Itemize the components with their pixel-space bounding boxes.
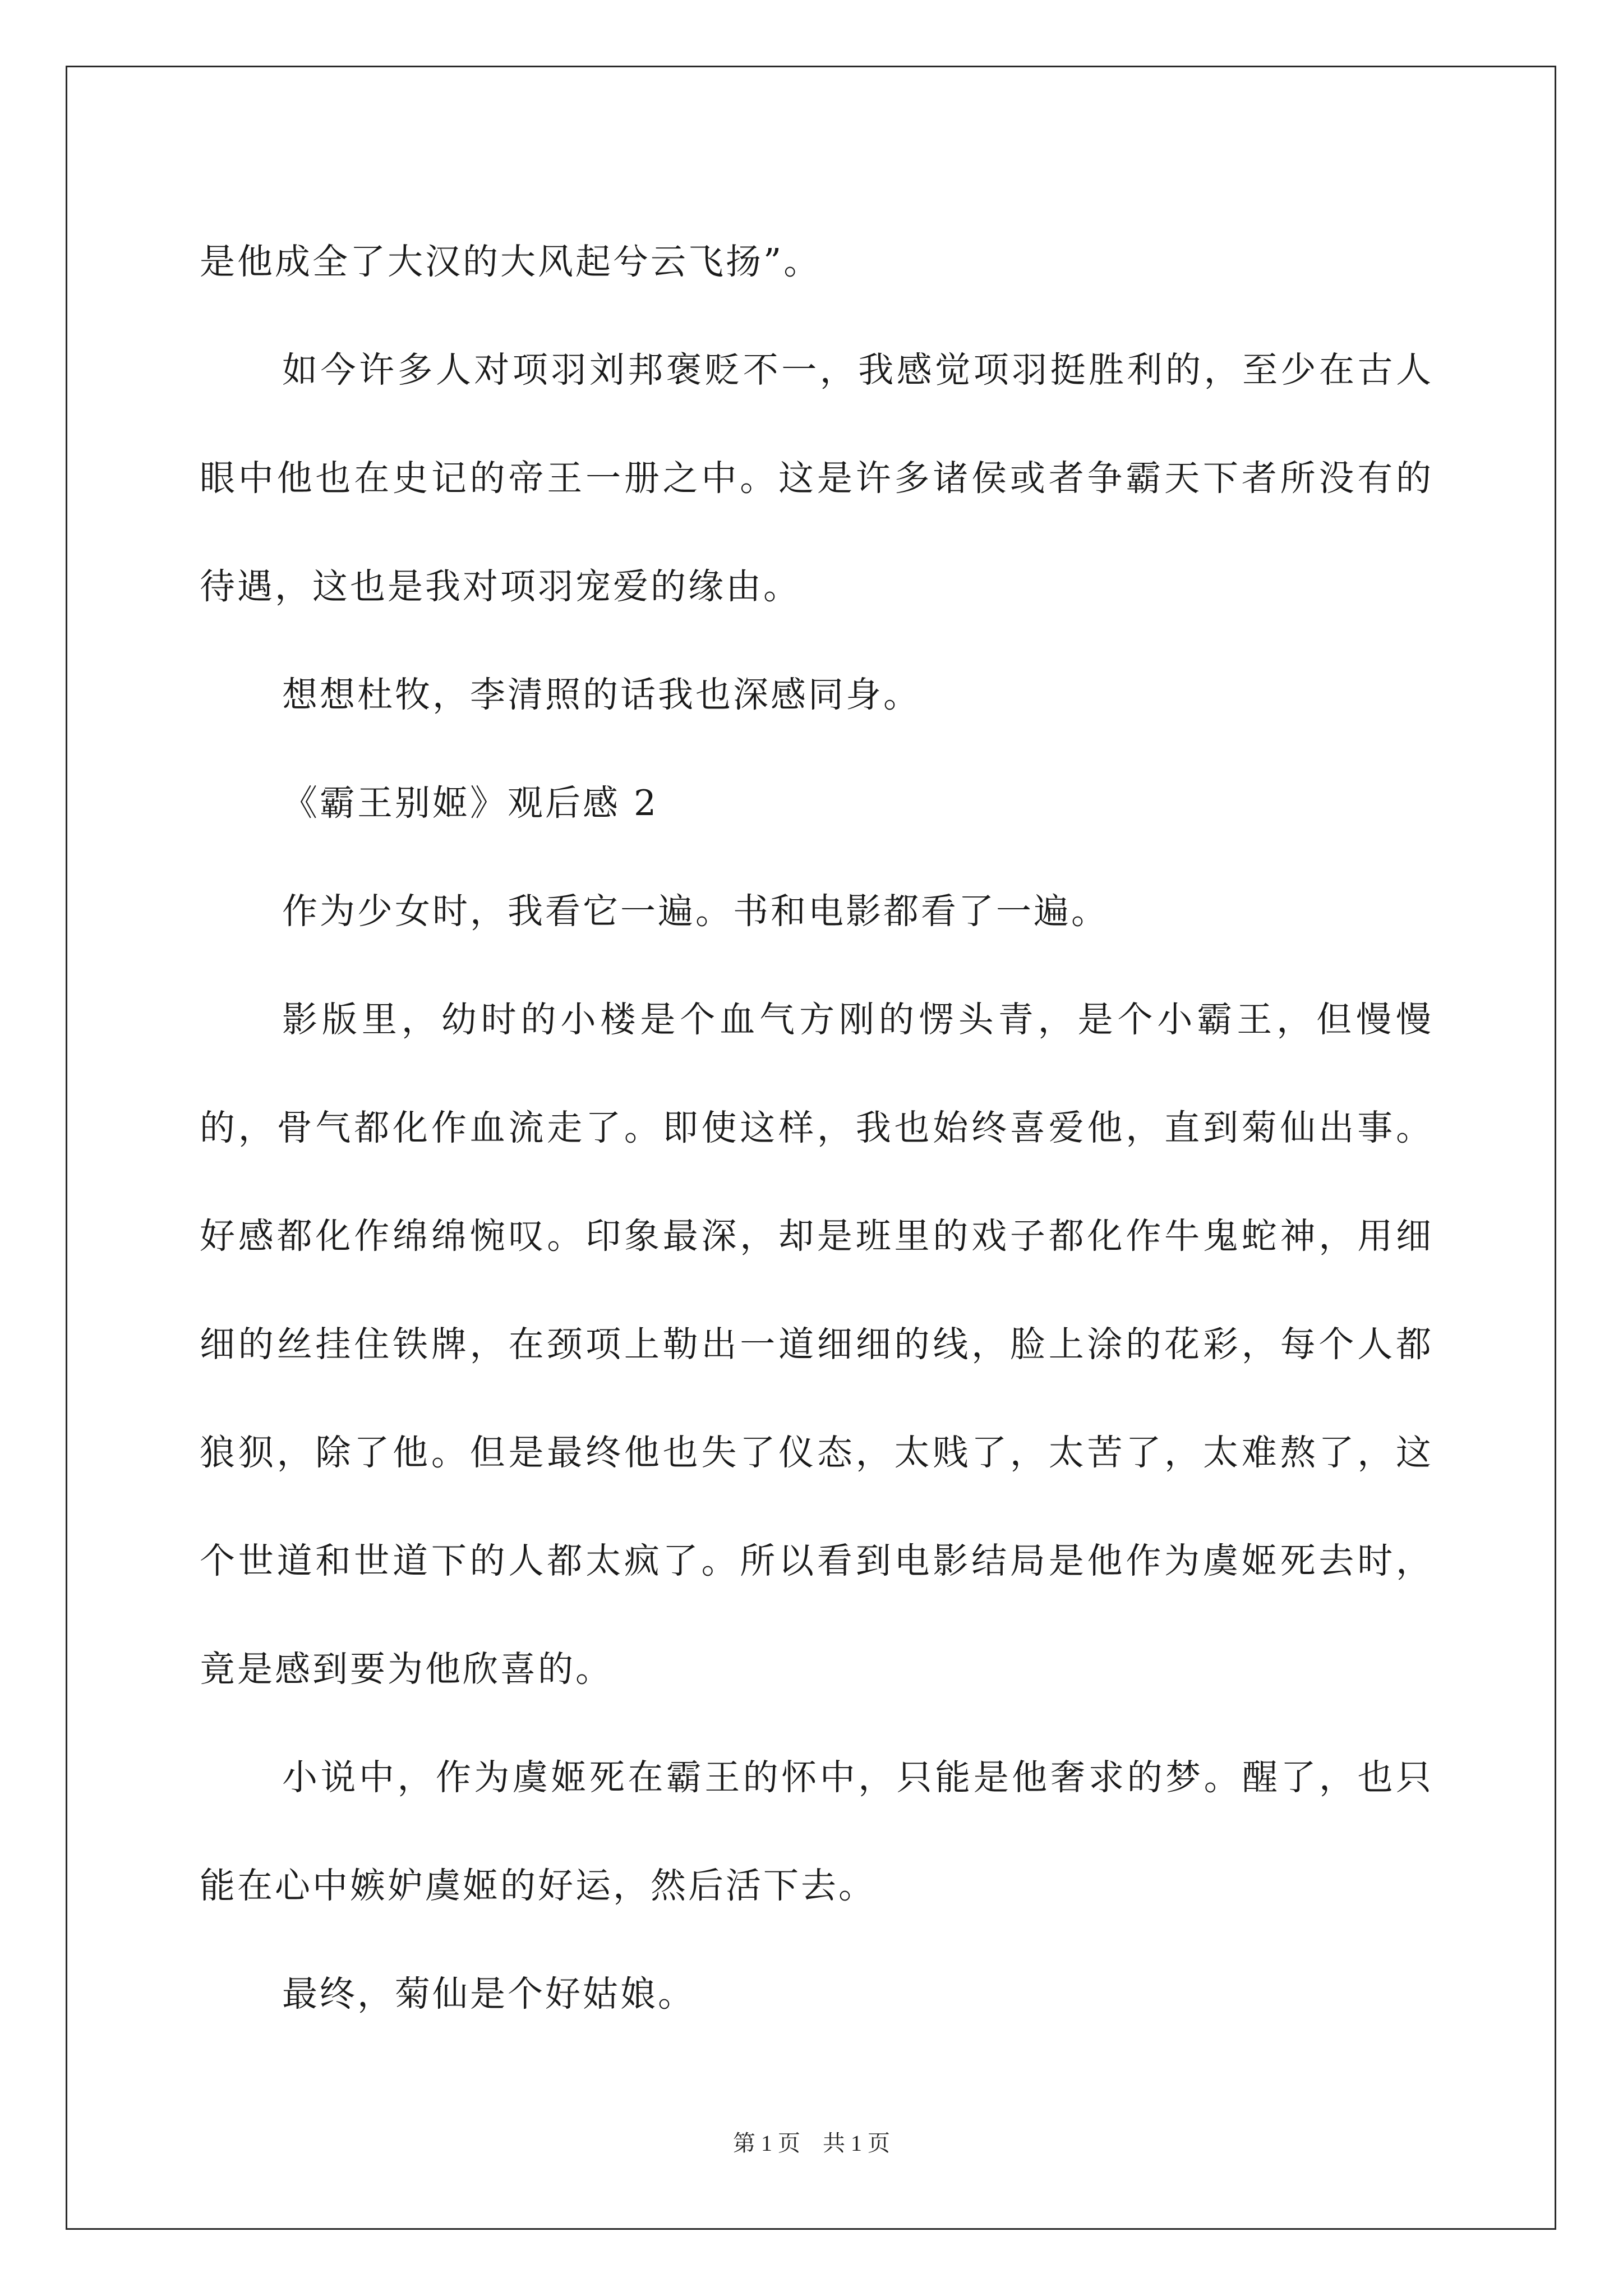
page-total: 共 1 页 <box>823 2131 890 2156</box>
paragraph-5: 作为少女时，我看它一遍。书和电影都看了一遍。 <box>282 891 1109 932</box>
paragraph-6: 影版里，幼时的小楼是个血气方刚的愣头青，是个小霸王，但慢慢的，骨气都化作血流走了。即使这样，我也始终喜爱他，直到菊仙出事。好感都化作绵绵惋叹。印象最深，却是班里的戏子都化作牛鬼蛇神，用细细的丝挂住铁牌，在颈项上勒出一道细细的线，脸上涂的花彩，每个人都狼狈，除了他。但是最终他也失了仪态，太贱了，太苦了，太难熬了，这个世道和世道下的人都太疯了。所以看到电影结局是他作为虞姬死去时，竟是感到要为他欣喜的。 <box>200 999 1433 1690</box>
paragraph-3: 想想杜牧，李清照的话我也深感同身。 <box>282 674 921 715</box>
paragraph-8: 最终，菊仙是个好姑娘。 <box>282 1973 695 2014</box>
page-number: 第 1 页 <box>733 2131 800 2156</box>
paragraph-2: 如今许多人对项羽刘邦褒贬不一，我感觉项羽挺胜利的，至少在古人眼中他也在史记的帝王一册之中。这是许多诸侯或者争霸天下者所没有的待遇，这也是我对项羽宠爱的缘由。 <box>200 349 1433 607</box>
section-heading: 《霸王别姬》观后感 2 <box>282 783 659 823</box>
document-body <box>200 208 1433 2048</box>
paragraph-7: 小说中，作为虞姬死在霸王的怀中，只能是他奢求的梦。醒了，也只能在心中嫉妒虞姬的好运，然后活下去。 <box>200 1757 1433 1906</box>
page-footer <box>0 2127 1623 2160</box>
paragraph-1: 是他成全了大汉的大风起兮云飞扬”。 <box>200 241 822 282</box>
